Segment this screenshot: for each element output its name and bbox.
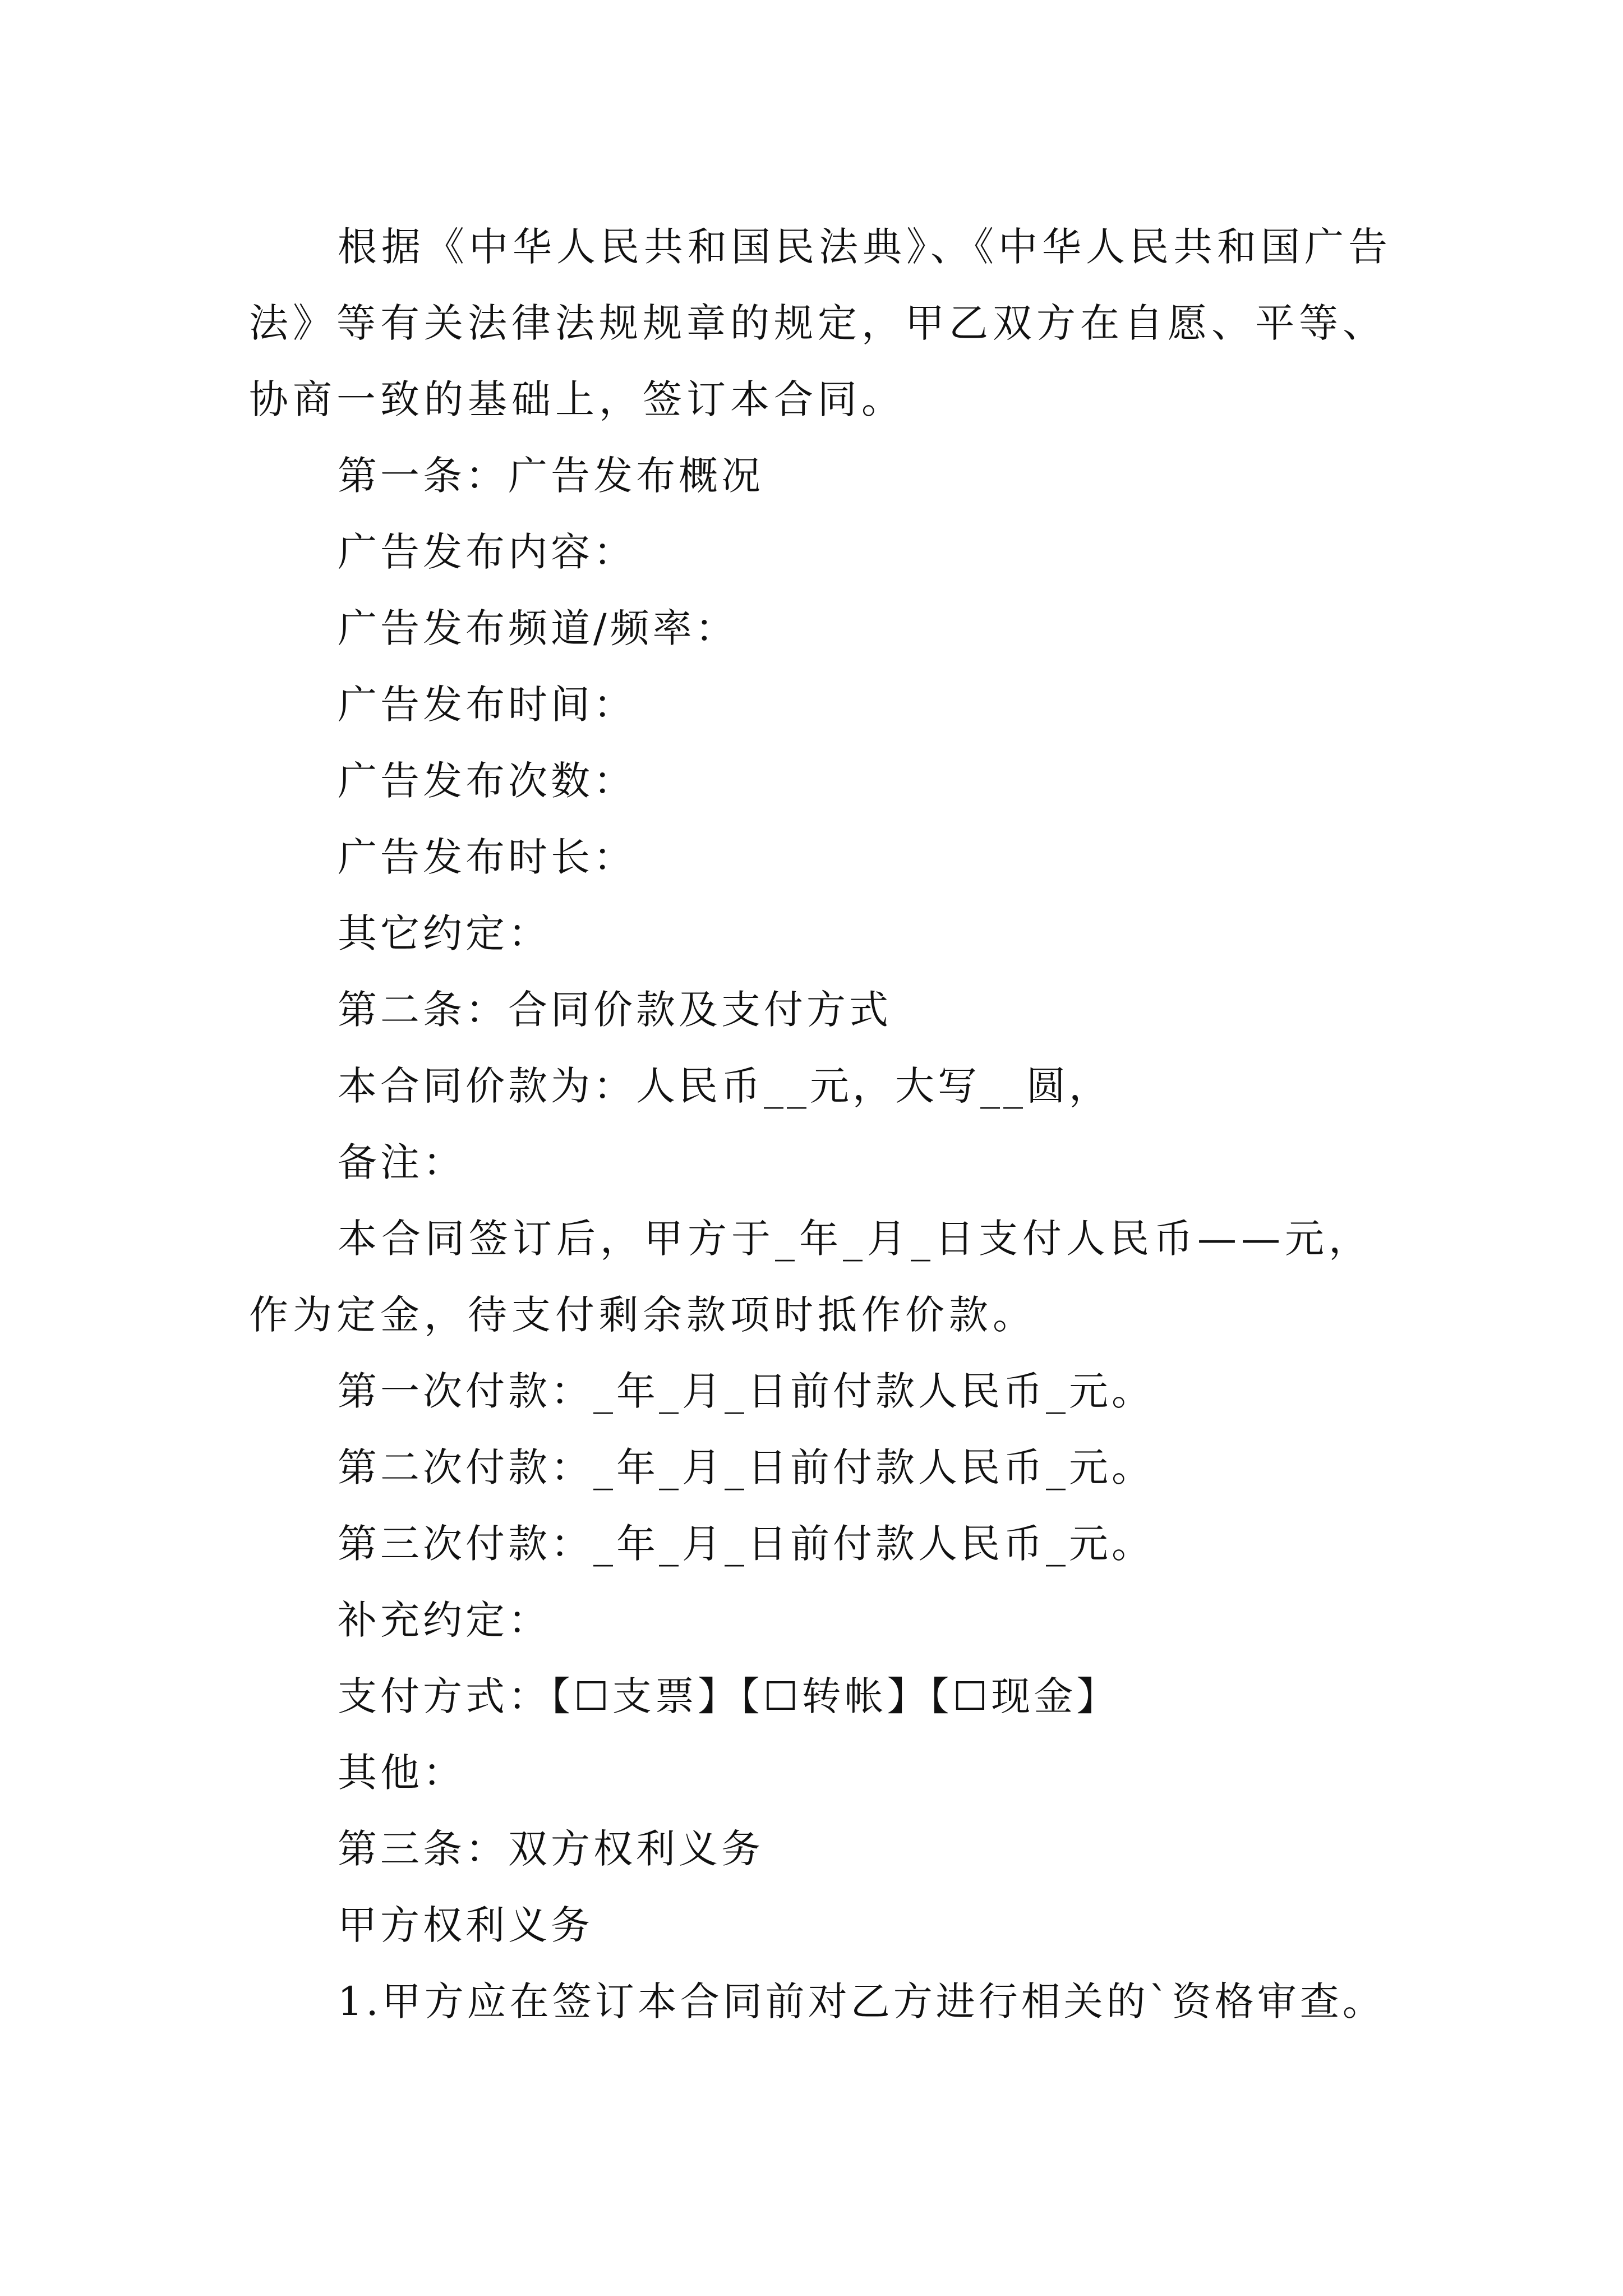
ad-count-line: 广告发布次数： [338,758,636,804]
article-1-heading: 第一条：广告发布概况 [338,453,764,499]
document-body [249,209,1410,2040]
third-payment-line: 第三次付款：_年_月_日前付款人民币_元。 [338,1521,1154,1567]
ad-duration-line: 广告发布时长： [338,834,636,880]
second-payment-line: 第二次付款：_年_月_日前付款人民币_元。 [338,1444,1154,1490]
party-a-rights-heading: 甲方权利义务 [338,1902,593,1948]
party-a-clause-1: 1.甲方应在签订本合同前对乙方进行相关的`资格审查。 [338,1978,1385,2024]
ad-time-line: 广告发布时间： [338,682,636,728]
article-3-heading: 第三条：双方权利义务 [338,1826,764,1872]
article-2-heading: 第二条：合同价款及支付方式 [338,987,892,1033]
intro-paragraph: 根据《中华人民共和国民法典》、《中华人民共和国广告法》等有关法律法规规章的规定，甲乙双方在自愿、平等、协商一致的基础上，签订本合同。 [249,224,1392,422]
supplementary-agreement-line: 补充约定： [338,1597,551,1643]
first-payment-line: 第一次付款：_年_月_日前付款人民币_元。 [338,1368,1154,1414]
deposit-paragraph: 本合同签订后，甲方于_年_月_日支付人民币——元，作为定金，待支付剩余款项时抵作价款。 [249,1216,1372,1338]
contract-price-line: 本合同价款为：人民币__元，大写__圆， [338,1063,1112,1109]
payment-method-line: 支付方式：【☐支票】【☐转帐】【☐现金】 [338,1673,1119,1719]
ad-content-line: 广告发布内容： [338,529,636,575]
remarks-line: 备注： [338,1139,465,1185]
ad-channel-line: 广告发布频道/频率： [338,605,738,651]
others-line: 其他： [338,1750,465,1796]
other-agreement-line: 其它约定： [338,910,551,956]
